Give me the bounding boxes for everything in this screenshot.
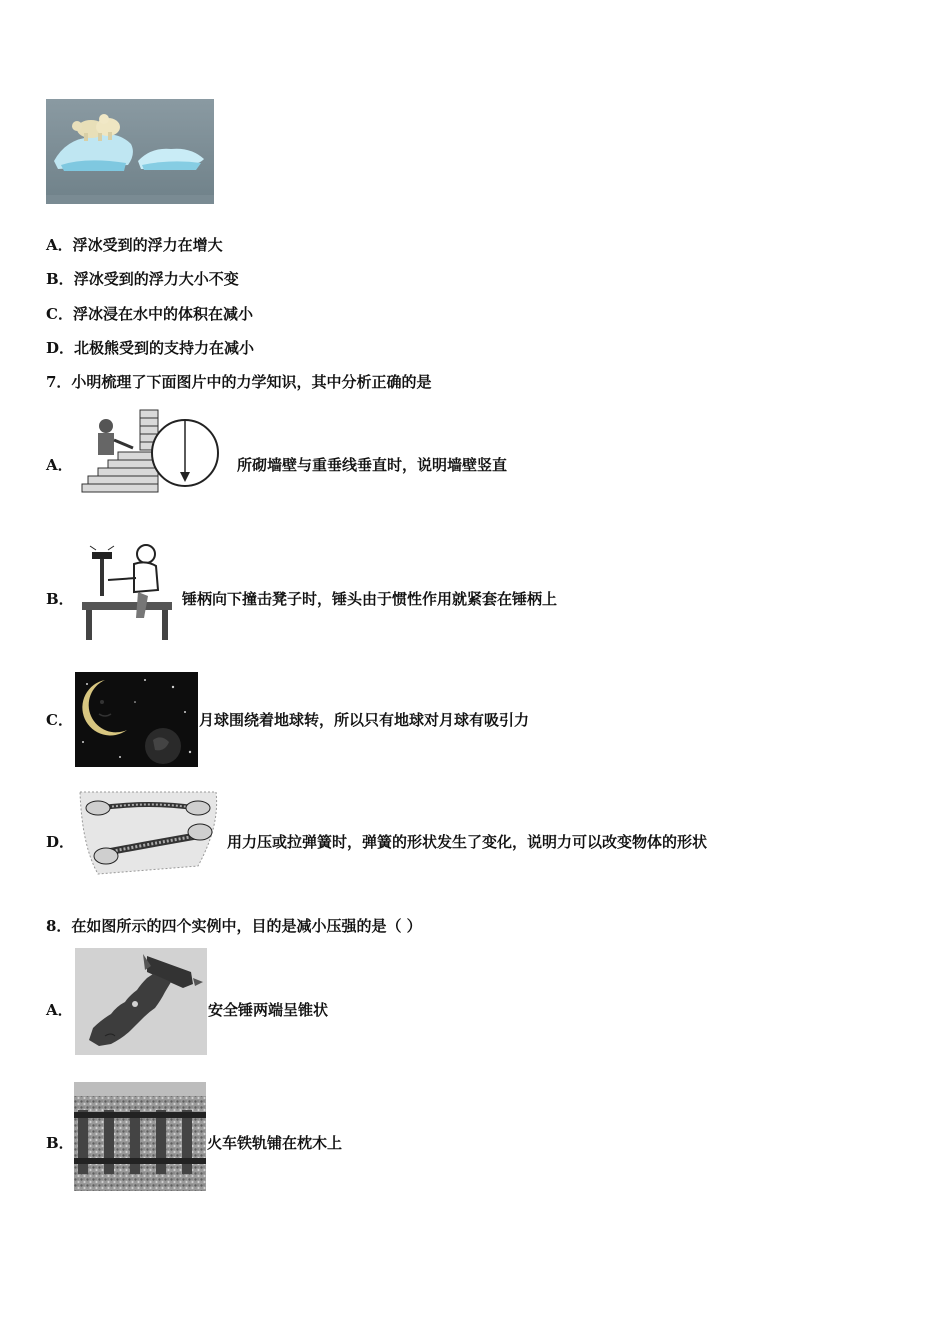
railway-track-image bbox=[74, 1082, 206, 1191]
q6-option-letter: C． bbox=[46, 305, 73, 323]
q6-option-letter: B． bbox=[46, 270, 74, 288]
moon-earth-image bbox=[75, 672, 198, 767]
q7-option-d-text: 用力压或拉弹簧时，弹簧的形状发生了变化，说明力可以改变物体的形状 bbox=[227, 833, 708, 851]
spring-hands-image bbox=[78, 786, 223, 878]
q8-option-b-letter: B． bbox=[46, 1134, 74, 1152]
q8-stem: 8．在如图所示的四个实例中，目的是减小压强的是（ ） bbox=[46, 917, 422, 935]
q8-option-a-letter: A． bbox=[46, 1001, 73, 1019]
q7-option-c-letter: C． bbox=[46, 711, 73, 729]
q6-option-text: 浮冰受到的浮力大小不变 bbox=[73, 270, 239, 288]
q7-option-a-letter: A． bbox=[46, 456, 73, 474]
q7-option-d-letter: D． bbox=[46, 833, 75, 851]
q7-stem: 7．小明梳理了下面图片中的力学知识，其中分析正确的是 bbox=[46, 373, 432, 391]
q7-option-b-letter: B． bbox=[46, 590, 74, 608]
safety-hammer-image bbox=[75, 948, 207, 1055]
q7-option-a-text: 所砌墙壁与重垂线垂直时，说明墙壁竖直 bbox=[237, 456, 508, 474]
q6-option-text: 浮冰受到的浮力在增大 bbox=[72, 236, 223, 254]
q6-option-a bbox=[46, 235, 223, 255]
q6-option-letter: A． bbox=[46, 236, 73, 254]
q7-option-c-text: 月球围绕着地球转，所以只有地球对月球有吸引力 bbox=[199, 711, 530, 729]
q6-option-text: 浮冰浸在水中的体积在减小 bbox=[72, 305, 253, 323]
q6-option-c bbox=[46, 304, 253, 324]
q8-option-a-text: 安全锤两端呈锥状 bbox=[208, 1001, 329, 1019]
q7-option-b-text: 锤柄向下撞击凳子时，锤头由于惯性作用就紧套在锤柄上 bbox=[182, 590, 558, 608]
q6-option-d bbox=[46, 338, 254, 358]
q6-option-letter: D． bbox=[46, 339, 75, 357]
polar-bear-ice-image bbox=[46, 99, 214, 204]
q6-option-b bbox=[46, 269, 239, 289]
hammer-bench-image bbox=[78, 540, 181, 643]
bricklayer-plumb-line-image bbox=[78, 408, 233, 493]
q8-option-b-text: 火车铁轨铺在枕木上 bbox=[207, 1134, 343, 1152]
q6-option-text: 北极熊受到的支持力在减小 bbox=[74, 339, 255, 357]
